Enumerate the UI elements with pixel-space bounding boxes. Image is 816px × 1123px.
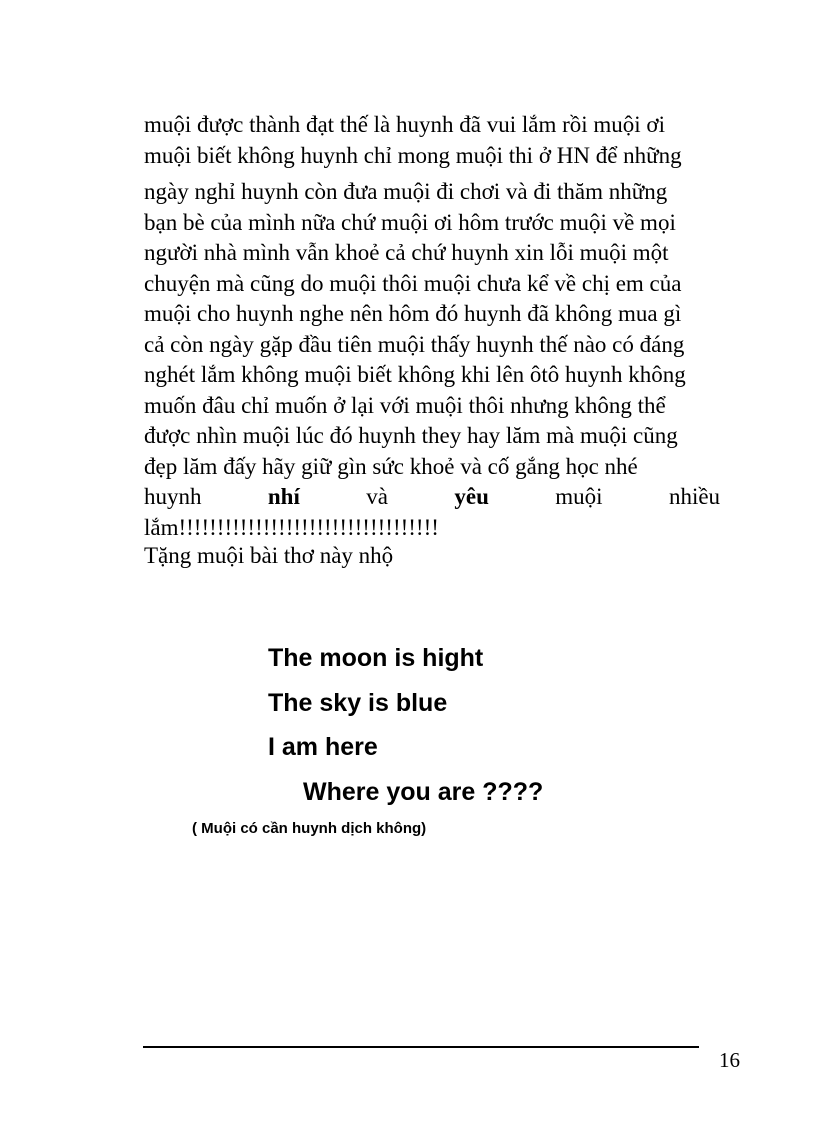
poem-line-2: The sky is blue <box>268 688 448 717</box>
poem-line-4: Where you are ???? <box>303 777 544 806</box>
letter-line-8: cả còn ngày gặp đầu tiên muội thấy huynh thế nào có đáng <box>144 331 685 357</box>
word-nhi-bold: nhí <box>267 484 300 509</box>
poem <box>268 640 543 818</box>
poem-line-1: The moon is hight <box>268 644 484 672</box>
letter-line-12: đẹp lăm đấy hãy giữ gìn sức khoẻ và cố gắng học nhé <box>144 453 638 479</box>
letter-line-4: bạn bè của mình nữa chứ muội ơi hôm trước muội về mọi <box>144 209 676 235</box>
word-va: và <box>366 484 388 509</box>
word-yeu-bold: yêu <box>454 484 489 509</box>
letter-line-11: được nhìn muội lúc đó huynh they hay lăm mà muội cũng <box>144 423 678 448</box>
letter-line-1: muội được thành đạt thế là huynh đã vui lắm rồi muội ơi <box>144 112 665 137</box>
poem-line-3: I am here <box>268 733 378 761</box>
word-huynh: huynh <box>144 484 202 509</box>
word-nhieu: nhiều <box>668 484 720 509</box>
letter-line-10: muốn đâu chỉ muốn ở lại với muội thôi nhưng không thể <box>144 392 666 418</box>
letter-line-6: chuyện mà cũng do muội thôi muội chưa kể về chị em của <box>144 270 682 296</box>
letter-line-5: người nhà mình vẫn khoẻ cả chứ huynh xin lỗi muội một <box>144 240 669 265</box>
gift-line: Tặng muội bài thơ này nhộ <box>144 543 394 568</box>
letter-line-7: muội cho huynh nghe nên hôm đó huynh đã không mua gì <box>144 301 682 326</box>
letter-line-3: ngày nghỉ huynh còn đưa muội đi chơi và đi thăm những <box>144 179 668 204</box>
translation-note: ( Muội có cần huynh dịch không) <box>192 820 427 837</box>
letter-body <box>144 110 720 543</box>
letter-line-2: muội biết không huynh chỉ mong muội thi ở HN để những <box>144 142 682 168</box>
footer-divider <box>143 1046 699 1048</box>
page-number: 16 <box>719 1048 740 1072</box>
letter-closing: lắm!!!!!!!!!!!!!!!!!!!!!!!!!!!!!!!!!! <box>144 514 439 540</box>
letter-line-9: nghét lắm không muội biết không khi lên ôtô huynh không <box>144 362 686 387</box>
word-muoi: muội <box>555 484 603 509</box>
letter-line-13 <box>144 482 720 513</box>
